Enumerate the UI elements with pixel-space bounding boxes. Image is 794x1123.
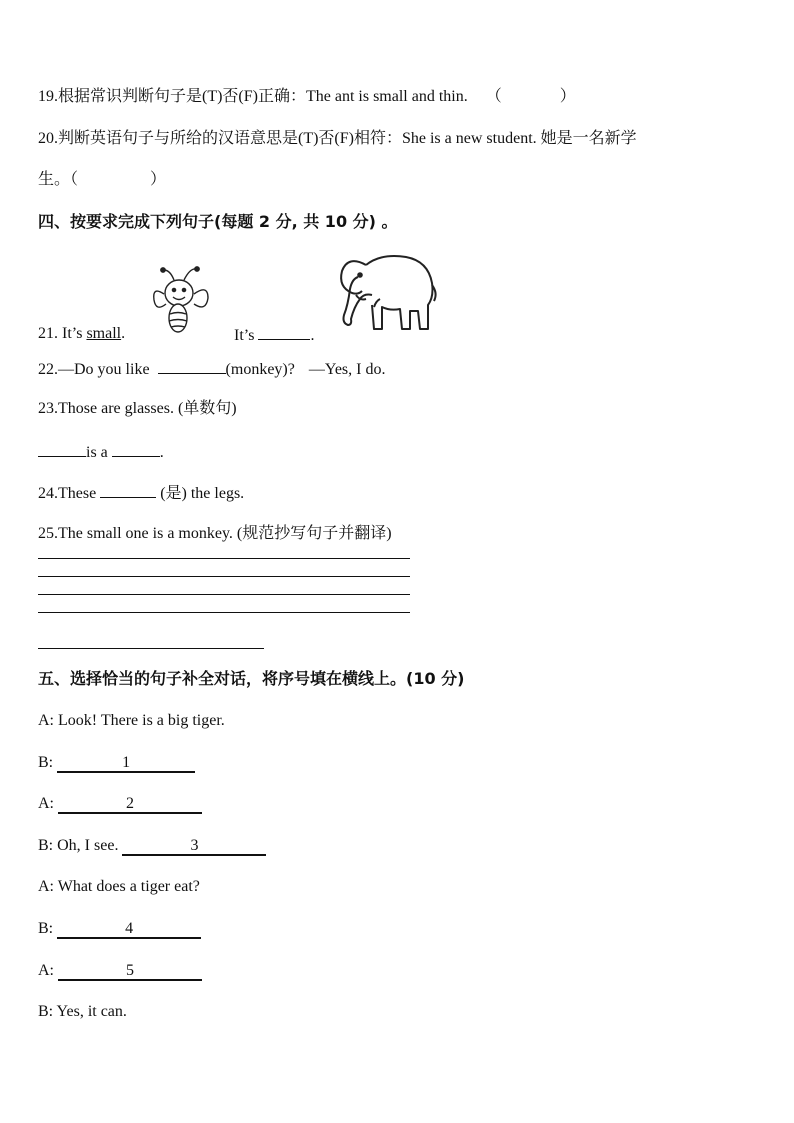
answer-paren-open: （ [485,88,502,105]
given-word: small [86,325,122,342]
writing-line[interactable] [38,558,410,559]
answer-blank-5[interactable]: 5 [58,963,202,981]
question-25: 25.The small one is a monkey. (规范抄写句子并翻译) [38,525,392,542]
question-22-reply: —Yes, I do. [308,361,386,378]
answer-paren-close: ） [150,171,167,188]
answer-blank[interactable] [112,441,160,457]
dialogue-text: What does a tiger eat? [57,878,200,895]
speaker: A: [38,795,54,812]
question-23-answer [38,441,164,463]
question-21 [38,324,125,344]
question-22 [38,358,385,380]
answer-blank[interactable] [38,441,86,457]
dialogue-line [38,753,195,773]
answer-blank-3[interactable]: 3 [122,838,266,856]
question-20-line2 [38,170,166,190]
speaker: A: [38,712,54,729]
question-24-start: 24.These [38,485,97,502]
speaker: B: [38,837,54,854]
dialogue-text: Oh, I see. [57,837,119,854]
answer-blank[interactable] [258,324,310,340]
question-21-prefix: 21. It’s [38,325,87,342]
writing-line[interactable] [38,576,410,577]
answer-blank[interactable] [158,358,226,374]
bee-icon [150,264,212,336]
question-21-second-prefix: It’s [234,327,259,344]
question-23-mid: is a [86,444,108,461]
question-24 [38,482,244,504]
question-23-end: . [159,444,164,461]
elephant-icon [336,245,440,335]
dialogue-line [38,1002,127,1022]
question-20-line1: 20.判断英语句子与所给的汉语意思是(T)否(F)相符：She is a new student. 她是一名新学 [38,130,637,147]
section-4-heading: 四、按要求完成下列句子(每题 2 分, 共 10 分) 。 [38,212,398,231]
question-22-start: 22.—Do you like [38,361,150,378]
speaker: B: [38,754,54,771]
speaker: A: [38,878,54,895]
section-5-heading: 五、选择恰当的句子补全对话，将序号填在横线上。(10 分) [38,669,465,688]
dialogue-line [38,877,200,897]
question-22-hint: (monkey)? [225,361,295,378]
dialogue-text: Look! There is a big tiger. [58,712,225,729]
answer-blank[interactable] [100,482,156,498]
question-19-text: 19.根据常识判断句子是(T)否(F)正确：The ant is small and thin. [38,88,468,105]
question-23: 23.Those are glasses. (单数句) [38,400,237,417]
translation-line[interactable] [38,648,264,649]
question-24-end: (是) the legs. [160,485,245,502]
answer-blank-2[interactable]: 2 [58,796,202,814]
writing-line[interactable] [38,594,410,595]
answer-blank-4[interactable]: 4 [57,921,201,939]
dialogue-line [38,961,202,981]
answer-paren-close: ） [559,88,576,105]
question-21-end: . [310,327,315,344]
speaker: A: [38,962,54,979]
dialogue-line [38,836,266,856]
question-20-text-end: 生。（ [38,171,79,188]
dialogue-line [38,794,202,814]
dialogue-line [38,711,225,731]
question-21-answer [234,324,314,346]
question-19 [38,87,576,107]
dialogue-text: Yes, it can. [56,1003,127,1020]
question-21-dot: . [121,325,126,342]
speaker: B: [38,920,54,937]
dialogue-line [38,919,201,939]
writing-line[interactable] [38,612,410,613]
speaker: B: [38,1003,54,1020]
answer-blank-1[interactable]: 1 [57,755,195,773]
